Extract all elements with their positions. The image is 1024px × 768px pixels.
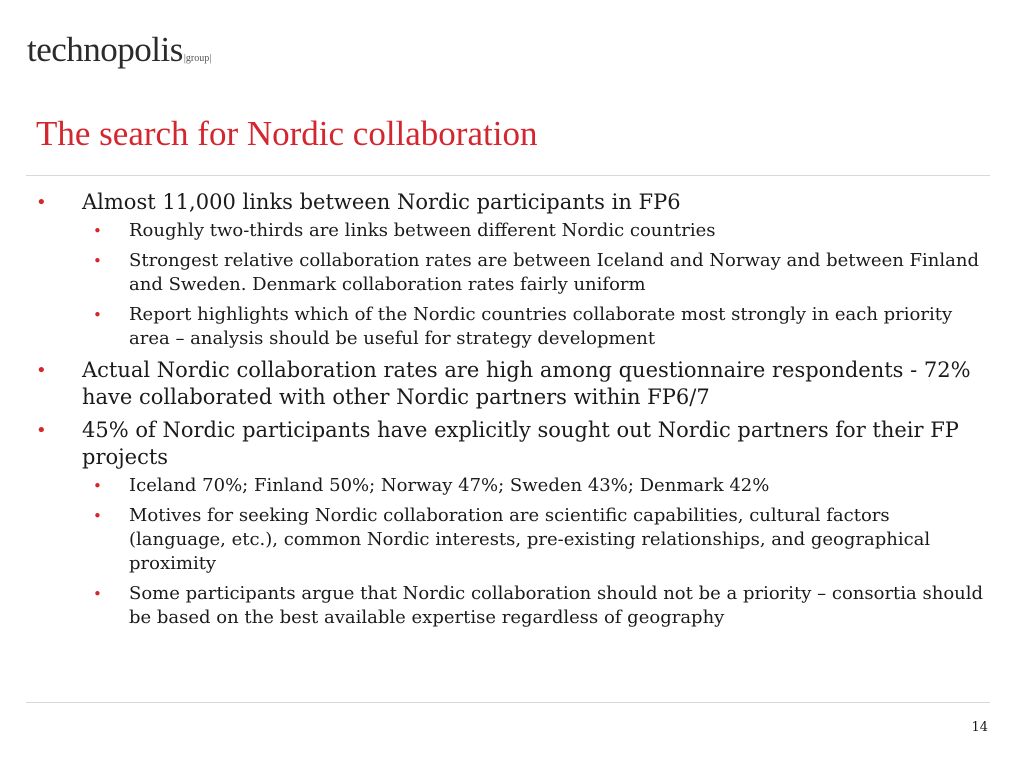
sub-bullet-icon: •: [93, 222, 102, 240]
bullet-item: [36, 417, 986, 630]
bullet-icon: •: [36, 420, 47, 441]
sub-bullet-item: [82, 504, 986, 576]
bullet-text: 45% of Nordic participants have explicitly sought out Nordic partners for their FP projects: [82, 418, 959, 469]
sub-bullet-text: Strongest relative collaboration rates are between Iceland and Norway and between Finland and Sweden. Denmark collaboration rates fairly uniform: [129, 250, 979, 295]
sub-bullet-text: Report highlights which of the Nordic countries collaborate most strongly in each priority area – analysis should be useful for strategy development: [129, 304, 953, 349]
sub-bullet-icon: •: [93, 585, 102, 603]
sub-bullet-icon: •: [93, 252, 102, 270]
bottom-divider: [26, 702, 990, 703]
sub-bullet-list: [82, 219, 986, 351]
sub-bullet-text: Motives for seeking Nordic collaboration are scientific capabilities, cultural factors (language, etc.), common Nordic interests, pre-existing relationships, and geographical proximity: [129, 505, 931, 574]
bullet-text: Actual Nordic collaboration rates are high among questionnaire respondents - 72% have collaborated with other Nordic partners within FP6/7: [82, 358, 971, 409]
bullet-item: [36, 189, 986, 351]
bullet-item: [36, 357, 986, 411]
sub-bullet-item: [82, 582, 986, 630]
page-number: 14: [971, 720, 988, 735]
top-divider: [26, 175, 990, 176]
sub-bullet-item: [82, 249, 986, 297]
logo-group-suffix: |group|: [183, 53, 212, 64]
technopolis-logo: [27, 30, 211, 70]
sub-bullet-item: [82, 474, 986, 498]
sub-bullet-icon: •: [93, 477, 102, 495]
sub-bullet-icon: •: [93, 306, 102, 324]
sub-bullet-text: Iceland 70%; Finland 50%; Norway 47%; Sweden 43%; Denmark 42%: [129, 475, 770, 496]
bullet-list: [36, 189, 986, 636]
slide-title: The search for Nordic collaboration: [36, 114, 538, 153]
sub-bullet-text: Some participants argue that Nordic collaboration should not be a priority – consortia should be based on the best available expertise regardless of geography: [129, 583, 984, 628]
sub-bullet-list: [82, 474, 986, 630]
logo-name: technopolis: [27, 30, 183, 69]
sub-bullet-item: [82, 219, 986, 243]
bullet-text: Almost 11,000 links between Nordic participants in FP6: [82, 190, 681, 214]
bullet-icon: •: [36, 360, 47, 381]
sub-bullet-icon: •: [93, 507, 102, 525]
sub-bullet-text: Roughly two-thirds are links between different Nordic countries: [129, 220, 716, 241]
sub-bullet-item: [82, 303, 986, 351]
bullet-icon: •: [36, 192, 47, 213]
